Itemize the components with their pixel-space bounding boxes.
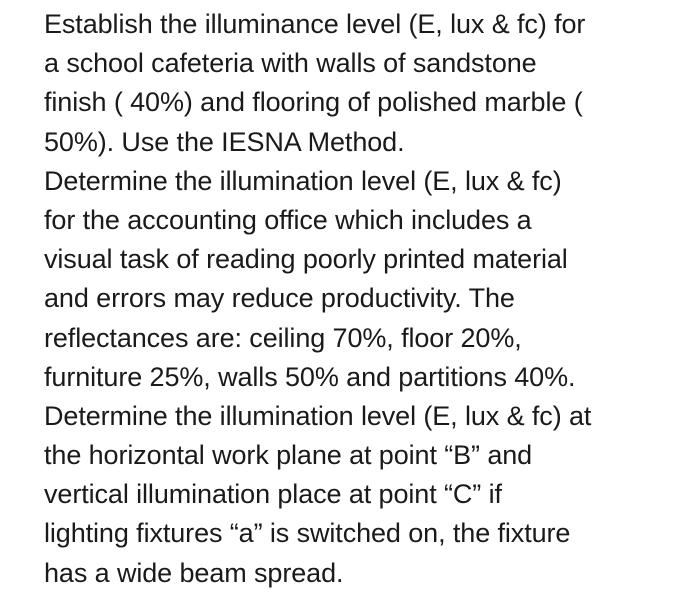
text-line: for the accounting office which includes a <box>44 204 532 235</box>
text-line: lighting fixtures “a” is switched on, the fixture <box>44 518 571 549</box>
text-line: 50%). Use the IESNA Method. <box>44 126 405 157</box>
text-line: furniture 25%, walls 50% and partitions 40%. <box>44 361 576 392</box>
text-line: and errors may reduce productivity. The <box>44 283 515 314</box>
text-line: has a wide beam spread. <box>44 557 344 588</box>
text-line: the horizontal work plane at point “B” and <box>44 440 533 471</box>
text-line: Determine the illumination level (E, lux & fc) at <box>44 400 592 431</box>
text-line: a school cafeteria with walls of sandstone <box>44 48 537 79</box>
text-line: vertical illumination place at point “C” if <box>44 479 502 510</box>
text-line: Establish the illuminance level (E, lux & fc) for <box>44 9 586 39</box>
text-line: reflectances are: ceiling 70%, floor 20%, <box>44 322 522 353</box>
text-line: visual task of reading poorly printed material <box>44 244 568 275</box>
text-line: Determine the illumination level (E, lux & fc) <box>44 165 562 196</box>
text-line: finish ( 40%) and flooring of polished marble ( <box>44 87 583 118</box>
problem-text <box>44 5 694 593</box>
